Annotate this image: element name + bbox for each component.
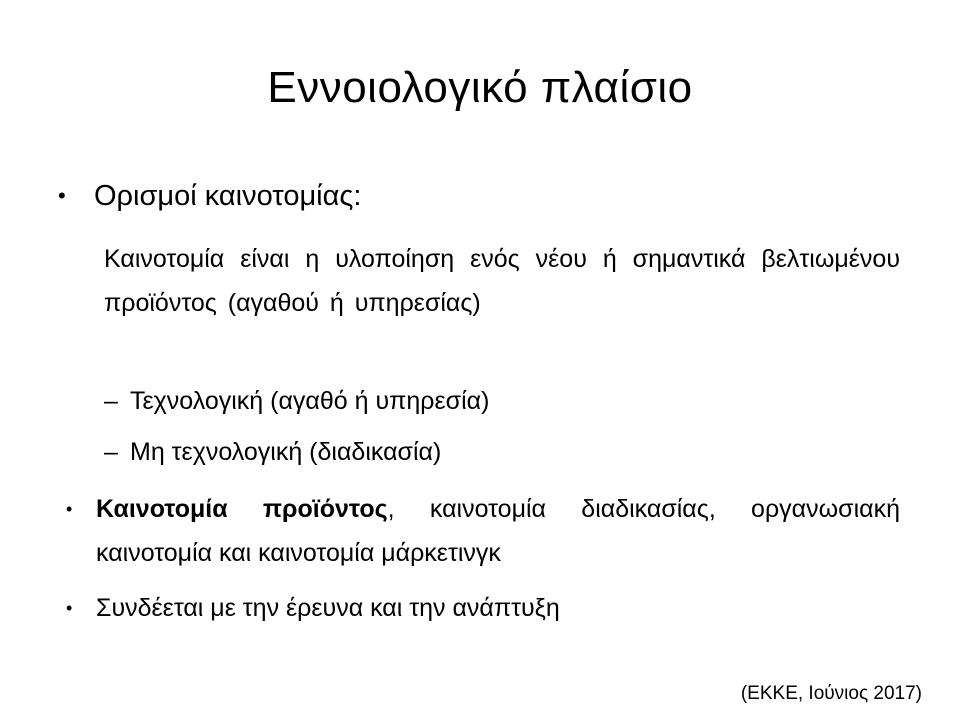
- bullet-item-definitions: [58, 176, 918, 216]
- bold-term: Καινοτομία προϊόντος: [96, 495, 388, 523]
- source-citation: (ΕΚΚΕ, Ιούνιος 2017): [740, 683, 922, 704]
- bullet-icon: •: [66, 598, 73, 618]
- bullet-text: Ορισμοί καινοτομίας:: [94, 180, 362, 212]
- sub-item-text: Μη τεχνολογική (διαδικασία): [130, 438, 442, 466]
- bullet-text: [96, 487, 900, 575]
- bullet-item-innovation-types: [66, 487, 900, 575]
- slide-title: Εννοιολογικό πλαίσιο: [267, 63, 693, 112]
- bullet-icon: •: [58, 183, 66, 208]
- bullet-text-rest: , καινοτομία διαδικασίας, οργανωσιακή καινοτομία και καινοτομία μάρκετινγκ: [96, 495, 900, 567]
- bullet-text: Συνδέεται με την έρευνα και την ανάπτυξη: [96, 594, 560, 622]
- dash-icon: –: [104, 387, 118, 415]
- dash-icon: –: [104, 438, 118, 466]
- sub-item-text: Τεχνολογική (αγαθό ή υπηρεσία): [130, 387, 490, 415]
- sub-item-technological: [104, 379, 900, 423]
- sub-item-non-technological: [104, 430, 900, 474]
- definition-paragraph: Καινοτομία είναι η υλοποίηση ενός νέου ή σημαντικά βελτιωμένου προϊόντος (αγαθού ή υπηρεσίας): [104, 245, 900, 317]
- bullet-item-research: [66, 586, 900, 630]
- bullet-icon: •: [66, 499, 73, 519]
